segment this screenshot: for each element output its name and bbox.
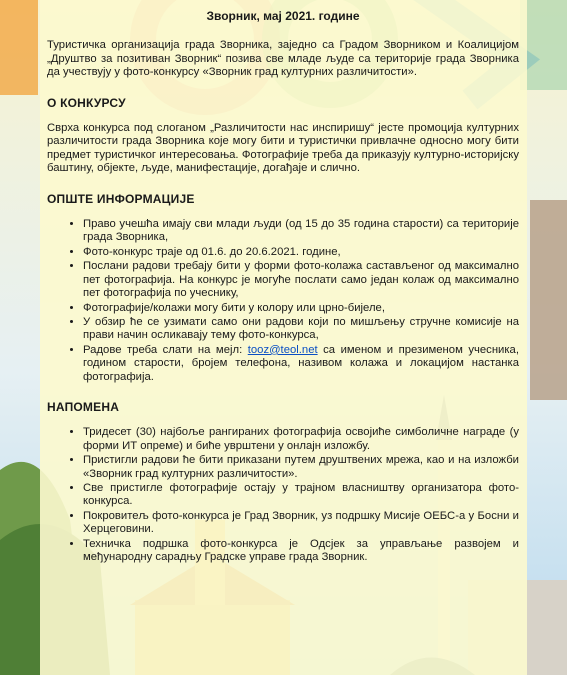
- date-line: Зворник, мај 2021. године: [206, 9, 360, 23]
- list-item-mail: [83, 344, 519, 384]
- note-heading: НАПОМЕНА: [47, 399, 120, 414]
- about-paragraph: Сврха конкурса под слоганом „Различитости нас инспиришу“ јесте промоција културних различитости града Зворника које могу бити и туристички привлачне односно могу бити предмет туристичког интересовања. Фотографије треба да приказују културно-историјску баштину, објекте, људе, манифестације, догађаје и слично.: [47, 122, 519, 175]
- list-item: • Фотографије/колажи могу бити у колору или црно-бијеле,: [83, 302, 519, 315]
- general-info-list: [47, 218, 519, 384]
- intro-paragraph: Туристичка организација града Зворника, заједно са Градом Зворником и Коалицијом „Друштво за позитиван Зворник“ позива све младе људе са територије града Зворника да учествују у фото-конкурсу «Зворник град културних различитости».: [47, 39, 519, 79]
- about-heading: О КОНКУРСУ: [47, 95, 126, 110]
- list-item: • Техничка подршка фото-конкурса је Одсјек за управљање развојем и међународну сарадњу Градске управе града Зворник.: [83, 538, 519, 565]
- note-list: [47, 426, 519, 564]
- document-body: [47, 10, 519, 565]
- list-item: • Све пристигле фотографије остају у трајном власништву организатора фото-конкурса.: [83, 482, 519, 509]
- list-item: • Тридесет (30) најбоље рангираних фотографија освојиће симболичне награде (у форми ИТ опреме) и биће уврштени у онлајн изложбу.: [83, 426, 519, 453]
- list-item: • Покровитељ фото-конкурса је Град Зворник, уз подршку Мисије ОЕБС-а у Босни и Херцеговини.: [83, 510, 519, 537]
- list-item: • Право учешћа имају сви млади људи (од 15 до 35 година старости) са територије града Зворника,: [83, 218, 519, 245]
- general-info-heading: ОПШТЕ ИНФОРМАЦИЈЕ: [47, 191, 195, 206]
- list-item: • Фото-конкурс траје од 01.6. до 20.6.2021. године,: [83, 246, 519, 259]
- list-item: • Послани радови требају бити у форми фото-колажа састављеног од максимално пет фотографија. На конкурс је могуће послати само један колаж од максимално пет фотографија по учеснику,: [83, 260, 519, 300]
- mail-text-after: са именом и презименом учесника, годином старости, бројем телефона, називом колажа и локацијом настанка фотографија.: [83, 343, 519, 383]
- email-link[interactable]: tooz@teol.net: [247, 343, 318, 356]
- list-item: • У обзир ће се узимати само они радови који по мишљењу стручне комисије на прави начин осликавају тему фото-конкурса,: [83, 316, 519, 343]
- mail-text-before: Радове треба слати на мејл:: [83, 343, 248, 356]
- list-item: • Пристигли радови ће бити приказани путем друштвених мрежа, као и на изложби «Зворник град културних различитости».: [83, 454, 519, 481]
